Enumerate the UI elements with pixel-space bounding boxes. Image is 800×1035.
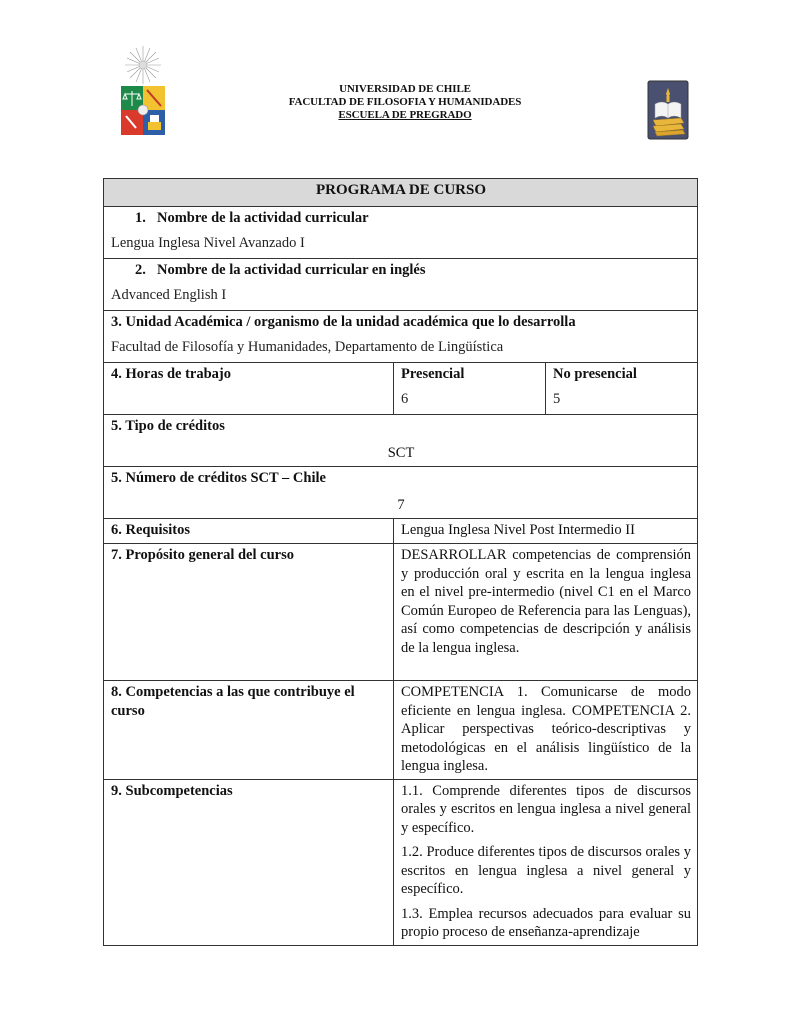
section-1-label: 1. Nombre de la actividad curricular (135, 210, 369, 226)
requisites-label: 6. Requisitos (111, 522, 190, 538)
section-2-label: 2. Nombre de la actividad curricular en inglés (135, 262, 426, 278)
row-section-1 (104, 207, 698, 259)
faculty-name: FACULTAD DE FILOSOFIA Y HUMANIDADES (288, 96, 522, 108)
table-title-row (104, 179, 698, 207)
purpose-value: DESARROLLAR competencias de comprensión y producción oral y escrita en la lengua inglesa en el nivel pre-intermedio (nivel C1 en el Marco Común Europeo de Referencia para las Lenguas), así como competencias de descripción y análisis de la lengua inglesa. (401, 547, 692, 656)
section-3-label: 3. Unidad Académica / organismo de la unidad académica que lo desarrolla (111, 314, 576, 330)
row-section-9 (104, 779, 698, 945)
program-title: PROGRAMA DE CURSO (104, 179, 698, 207)
academic-unit-value: Facultad de Filosofía y Humanidades, Departamento de Lingüística (111, 338, 504, 355)
section-4-label: 4. Horas de trabajo (111, 366, 232, 382)
school-name: ESCUELA DE PREGRADO (338, 109, 472, 121)
row-section-7 (104, 544, 698, 681)
course-name-english-value: Advanced English I (111, 286, 227, 303)
subcompetency-item: 1.1. Comprende diferentes tipos de discursos orales y escritos en lengua inglesa a nivel general y específico. (401, 782, 692, 836)
presencial-hours-value: 6 (401, 390, 409, 407)
faculty-book-emblem-icon (647, 80, 689, 140)
row-section-2 (104, 259, 698, 311)
purpose-label: 7. Propósito general del curso (111, 547, 294, 563)
subcompetency-item: 1.3. Emplea recursos adecuados para evaluar su propio proceso de enseñanza-aprendizaje (401, 905, 692, 940)
document-header (0, 0, 800, 160)
credit-count-value: 7 (397, 496, 405, 513)
subcompetencies-list (394, 779, 698, 945)
subcompetency-item: 1.2. Produce diferentes tipos de discursos orales y escritos en lengua inglesa a nivel general y específico. (401, 844, 692, 897)
no-presencial-label: No presencial (553, 366, 637, 382)
requisites-value: Lengua Inglesa Nivel Post Intermedio II (401, 522, 635, 538)
institution-heading (250, 83, 560, 122)
row-section-3 (104, 311, 698, 363)
competencies-label: 8. Competencias a las que contribuye el curso (111, 684, 355, 719)
subcompetencies-label: 9. Subcompetencias (111, 782, 233, 799)
course-program-table (103, 178, 698, 946)
no-presencial-hours-value: 5 (553, 390, 561, 407)
credit-type-label: 5. Tipo de créditos (111, 418, 225, 434)
row-section-5-credit-count (104, 467, 698, 519)
competencies-value: COMPETENCIA 1. Comunicarse de modo eficiente en lengua inglesa. COMPETENCIA 2. Aplicar perspectivas teórico-descriptivas y metodológicas en el análisis lingüístico de la lengua inglesa. (401, 684, 692, 774)
row-section-6 (104, 519, 698, 544)
row-section-5-credit-type (104, 415, 698, 467)
presencial-label: Presencial (401, 366, 465, 382)
row-section-8 (104, 681, 698, 780)
university-name: UNIVERSIDAD DE CHILE (339, 83, 471, 95)
credit-type-value: SCT (387, 444, 415, 461)
course-name-value: Lengua Inglesa Nivel Avanzado I (111, 234, 305, 251)
credit-count-label: 5. Número de créditos SCT – Chile (111, 470, 326, 486)
university-coat-of-arms-icon (118, 44, 168, 138)
row-section-4 (104, 363, 698, 415)
